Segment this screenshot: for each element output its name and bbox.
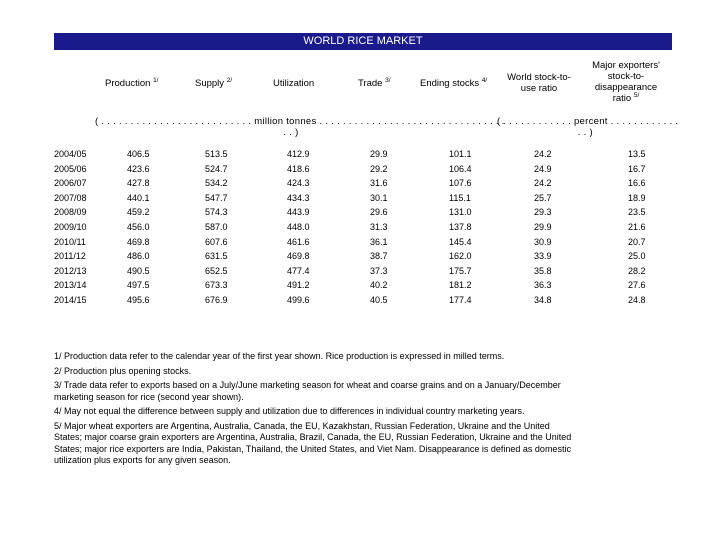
supply-cell: 547.7: [205, 192, 228, 203]
production-cell: 423.6: [127, 163, 150, 174]
stock-to-use-ratio-cell: 24.2: [534, 178, 552, 189]
utilization-cell: 461.6: [287, 236, 310, 247]
stock-to-use-ratio-cell: 36.3: [534, 280, 552, 291]
utilization-cell: 477.4: [287, 265, 310, 276]
supply-cell: 607.6: [205, 236, 228, 247]
header-major-line: disappearance: [594, 82, 658, 93]
utilization-cell: 418.6: [287, 163, 310, 174]
ending-stocks-cell: 175.7: [449, 265, 472, 276]
table-row: [0, 235, 720, 250]
year-cell: 2013/14: [54, 280, 87, 291]
major-exporters-ratio-cell: 27.6: [628, 280, 646, 291]
header-stock-to-use-ratio: [500, 72, 578, 94]
supply-cell: 574.3: [205, 207, 228, 218]
trade-cell: 31.3: [370, 221, 388, 232]
table-row: [0, 205, 720, 220]
footnote: 2/ Production plus opening stocks.: [54, 365, 192, 376]
utilization-cell: 491.2: [287, 280, 310, 291]
major-exporters-ratio-cell: 28.2: [628, 265, 646, 276]
major-exporters-ratio-cell: 16.7: [628, 163, 646, 174]
rice-market-table: [0, 147, 720, 308]
utilization-cell: 448.0: [287, 221, 310, 232]
year-cell: 2004/05: [54, 149, 87, 159]
supply-cell: 513.5: [205, 149, 228, 159]
production-cell: 456.0: [127, 221, 150, 232]
units-percent-line: . . ): [577, 127, 593, 138]
footnote: 4/ May not equal the difference between supply and utilization due to differences in individual country marketing years.: [54, 406, 525, 416]
stock-to-use-ratio-cell: 34.8: [534, 294, 552, 305]
header-ratio-line: World stock-to-: [507, 72, 571, 83]
header-major-line: Major exporters': [592, 60, 660, 71]
header-major-ratio-label: ratio: [612, 93, 632, 104]
table-row: [0, 147, 720, 162]
header-trade-label: Trade: [358, 78, 383, 89]
table-row: [0, 278, 720, 293]
production-cell: 459.2: [127, 207, 150, 218]
production-cell: 427.8: [127, 178, 150, 189]
year-cell: 2014/15: [54, 294, 87, 305]
production-cell: 486.0: [127, 251, 150, 262]
supply-cell: 524.7: [205, 163, 228, 174]
footnote-ref-3: 3/: [385, 77, 391, 84]
header-ending-stocks-label: Ending stocks: [420, 78, 480, 89]
header-production-label: Production: [105, 78, 151, 89]
production-cell: 440.1: [127, 192, 150, 203]
supply-cell: 587.0: [205, 221, 228, 232]
ending-stocks-cell: 101.1: [449, 149, 472, 159]
header-major-exporters-ratio: [582, 60, 670, 104]
year-cell: 2005/06: [54, 163, 87, 174]
year-cell: 2008/09: [54, 207, 87, 218]
stock-to-use-ratio-cell: 29.3: [534, 207, 552, 218]
table-row: [0, 249, 720, 264]
major-exporters-ratio-cell: 16.6: [628, 178, 646, 189]
supply-cell: 652.5: [205, 265, 228, 276]
utilization-cell: 434.3: [287, 192, 310, 203]
units-tonnes-line: . . ): [283, 127, 299, 138]
units-million-tonnes: [95, 116, 505, 138]
supply-cell: 673.3: [205, 280, 228, 291]
units-percent: [497, 116, 679, 138]
footnote: 1/ Production data refer to the calendar year of the first year shown. Rice production is expressed in milled terms.: [54, 351, 505, 361]
ending-stocks-cell: 137.8: [449, 221, 472, 232]
units-percent-line: ( . . . . . . . . . . . . percent . . . . . . . . . . . .: [497, 116, 679, 127]
supply-cell: 676.9: [205, 294, 228, 305]
header-major-line: [582, 93, 670, 104]
footnotes: [54, 351, 574, 470]
footnote-ref-4: 4/: [481, 77, 488, 84]
header-utilization: Utilization: [273, 78, 315, 89]
ending-stocks-cell: 162.0: [449, 251, 472, 262]
footnote: 3/ Trade data refer to exports based on a July/June marketing season for wheat and coarse grains and on a January/December marketing season for rice (second year shown).: [54, 380, 561, 402]
major-exporters-ratio-cell: 20.7: [628, 236, 646, 247]
year-cell: 2006/07: [54, 178, 87, 189]
table-row: [0, 162, 720, 177]
table-row: [0, 293, 720, 308]
header-trade: [358, 78, 391, 89]
utilization-cell: 469.8: [287, 251, 310, 262]
ending-stocks-cell: 145.4: [449, 236, 472, 247]
utilization-cell: 412.9: [287, 149, 310, 159]
header-ending-stocks: [420, 78, 487, 89]
footnote-ref-5: 5/: [633, 92, 640, 99]
stock-to-use-ratio-cell: 25.7: [534, 192, 552, 203]
year-cell: 2011/12: [54, 251, 86, 262]
header-ratio-line: use ratio: [520, 83, 558, 94]
table-row: [0, 176, 720, 191]
utilization-cell: 443.9: [287, 207, 310, 218]
year-cell: 2010/11: [54, 236, 86, 247]
header-major-line: stock-to-: [607, 71, 645, 82]
major-exporters-ratio-cell: 13.5: [628, 149, 646, 159]
year-cell: 2007/08: [54, 192, 87, 203]
header-supply: [195, 78, 232, 89]
production-cell: 490.5: [127, 265, 150, 276]
production-cell: 406.5: [127, 149, 150, 159]
production-cell: 469.8: [127, 236, 150, 247]
header-supply-label: Supply: [195, 78, 225, 89]
major-exporters-ratio-cell: 24.8: [628, 294, 646, 305]
ending-stocks-cell: 115.1: [449, 192, 471, 203]
trade-cell: 31.6: [370, 178, 388, 189]
ending-stocks-cell: 131.0: [449, 207, 472, 218]
table-row: [0, 264, 720, 279]
utilization-cell: 424.3: [287, 178, 310, 189]
supply-cell: 534.2: [205, 178, 228, 189]
trade-cell: 36.1: [370, 236, 388, 247]
ending-stocks-cell: 177.4: [449, 294, 472, 305]
production-cell: 497.5: [127, 280, 150, 291]
major-exporters-ratio-cell: 21.6: [628, 221, 646, 232]
major-exporters-ratio-cell: 23.5: [628, 207, 646, 218]
year-cell: 2012/13: [54, 265, 87, 276]
stock-to-use-ratio-cell: 24.9: [534, 163, 552, 174]
trade-cell: 29.9: [370, 149, 388, 159]
stock-to-use-ratio-cell: 29.9: [534, 221, 552, 232]
footnote: 5/ Major wheat exporters are Argentina, Australia, Canada, the EU, Kazakhstan, Russian Federation, Ukraine and the United States; major coarse grain exporters are Argentina, Australia, Brazil, Canada, the EU, Russian Federation, Ukraine and the United States; major rice exporters are India, Pakistan, Thailand, the United States, and Viet Nam. Disappearance is defined as domestic utilization plus exports for any given season.: [54, 420, 572, 465]
ending-stocks-cell: 106.4: [449, 163, 472, 174]
stock-to-use-ratio-cell: 33.9: [534, 251, 552, 262]
trade-cell: 30.1: [370, 192, 388, 203]
footnote-ref-1: 1/: [153, 77, 159, 84]
header-production: [105, 78, 158, 89]
supply-cell: 631.5: [205, 251, 228, 262]
ending-stocks-cell: 107.6: [449, 178, 472, 189]
utilization-cell: 499.6: [287, 294, 310, 305]
trade-cell: 29.2: [370, 163, 388, 174]
table-title: WORLD RICE MARKET: [54, 33, 672, 50]
production-cell: 495.6: [127, 294, 150, 305]
year-cell: 2009/10: [54, 221, 87, 232]
stock-to-use-ratio-cell: 24.2: [534, 149, 552, 159]
trade-cell: 37.3: [370, 265, 388, 276]
units-tonnes-line: ( . . . . . . . . . . . . . . . . . . . . . . . . . . million tonnes . . . . . . . . . . . . . . . . . . . . . . . . . . . . . . . .: [95, 116, 505, 127]
stock-to-use-ratio-cell: 35.8: [534, 265, 552, 276]
table-row: [0, 191, 720, 206]
trade-cell: 40.2: [370, 280, 388, 291]
trade-cell: 38.7: [370, 251, 388, 262]
major-exporters-ratio-cell: 25.0: [628, 251, 646, 262]
footnote-ref-2: 2/: [226, 77, 233, 84]
stock-to-use-ratio-cell: 30.9: [534, 236, 552, 247]
table-row: [0, 220, 720, 235]
trade-cell: 40.5: [370, 294, 388, 305]
major-exporters-ratio-cell: 18.9: [628, 192, 646, 203]
ending-stocks-cell: 181.2: [449, 280, 472, 291]
trade-cell: 29.6: [370, 207, 388, 218]
